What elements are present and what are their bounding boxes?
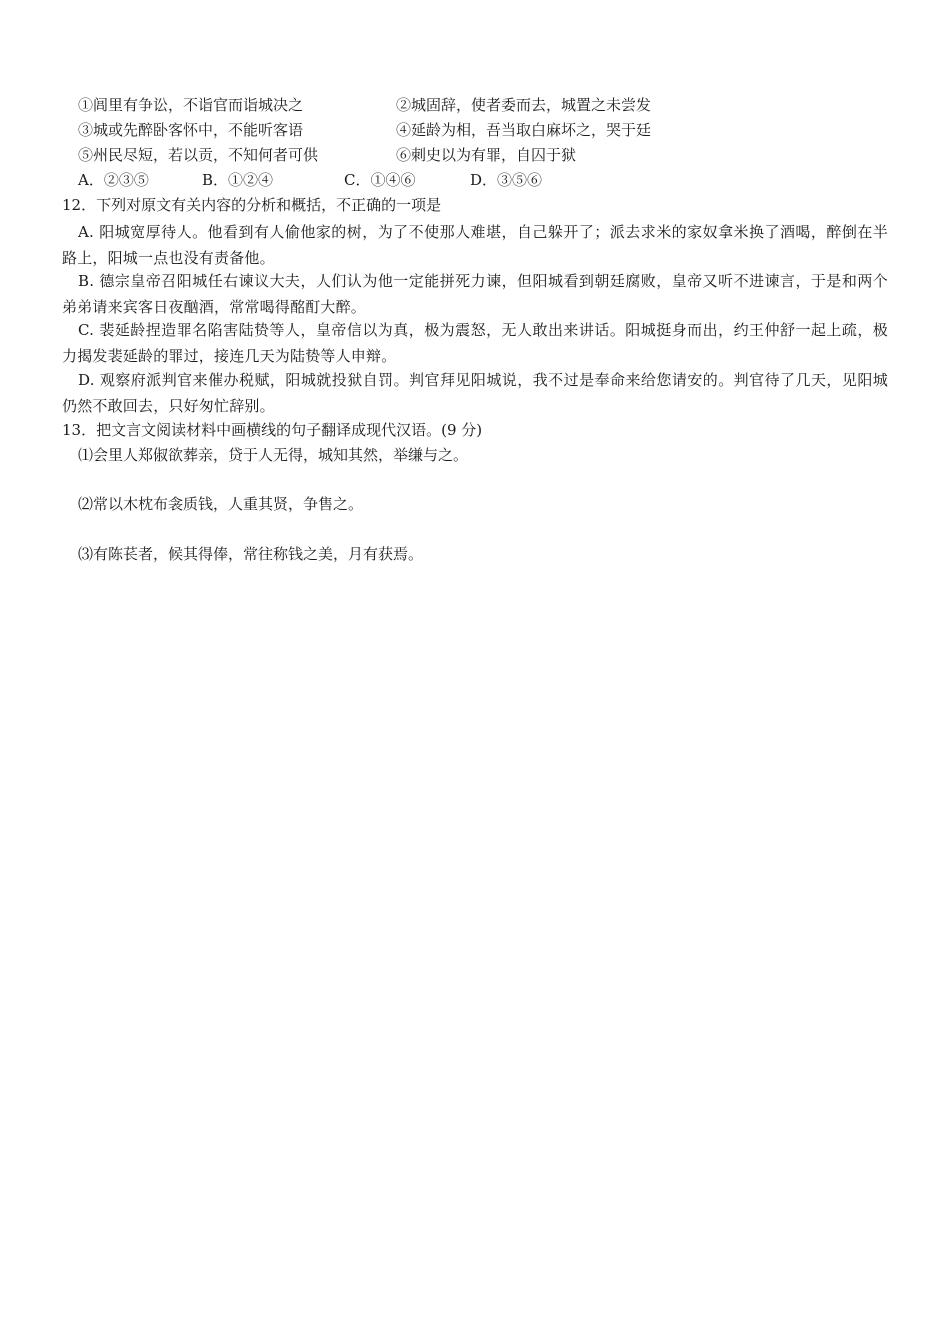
q12-option-a: A. 阳城宽厚待人。他看到有人偷他家的树，为了不使那人难堪，自己躲开了；派去求米的家奴拿米换了酒喝，醉倒在半路上，阳城一点也没有责备他。 bbox=[62, 223, 888, 267]
q11-item-1: ①闾里有争讼，不诣官而诣城决之 bbox=[78, 96, 304, 114]
q13-sentence-3: ⑶有陈苌者，候其得俸，常往称钱之美，月有获焉。 bbox=[78, 545, 424, 563]
q11-item-4: ④延龄为相，吾当取白麻坏之，哭于廷 bbox=[396, 121, 652, 139]
q12-stem: 12．下列对原文有关内容的分析和概括，不正确的一项是 bbox=[62, 196, 442, 214]
q11-choice-c: C．①④⑥ bbox=[344, 171, 416, 189]
q13-sentence-2: ⑵常以木枕布衾质钱，人重其贤，争售之。 bbox=[78, 495, 364, 513]
q11-item-3: ③城或先醉卧客怀中，不能听客语 bbox=[78, 121, 304, 139]
q11-item-5: ⑤州民尽短，若以贡，不知何者可供 bbox=[78, 146, 319, 164]
q13-stem: 13．把文言文阅读材料中画横线的句子翻译成现代汉语。(9 分) bbox=[62, 421, 483, 439]
q11-choice-b: B．①②④ bbox=[202, 171, 274, 189]
q12-option-d: D. 观察府派判官来催办税赋，阳城就投狱自罚。判官拜见阳城说，我不过是奉命来给您请安的。判官待了几天，见阳城仍然不敢回去，只好匆忙辞别。 bbox=[62, 371, 888, 415]
q11-choice-a: A．②③⑤ bbox=[78, 171, 149, 189]
q11-choice-d: D．③⑤⑥ bbox=[470, 171, 543, 189]
q13-sentence-1: ⑴会里人郑俶欲葬亲，贷于人无得，城知其然，举缣与之。 bbox=[78, 446, 469, 464]
q12-option-c: C. 裴延龄捏造罪名陷害陆贽等人，皇帝信以为真，极为震怒，无人敢出来讲话。阳城挺身而出，约王仲舒一起上疏，极力揭发裴延龄的罪过，接连几天为陆贽等人申辩。 bbox=[62, 321, 888, 365]
q11-item-2: ②城固辞，使者委而去，城置之未尝发 bbox=[396, 96, 652, 114]
q11-item-6: ⑥刺史以为有罪，自囚于狱 bbox=[396, 146, 577, 164]
q12-option-b: B. 德宗皇帝召阳城任右谏议大夫，人们认为他一定能拼死力谏，但阳城看到朝廷腐败，皇帝又听不进谏言，于是和两个弟弟请来宾客日夜酗酒，常常喝得酩酊大醉。 bbox=[62, 272, 888, 316]
